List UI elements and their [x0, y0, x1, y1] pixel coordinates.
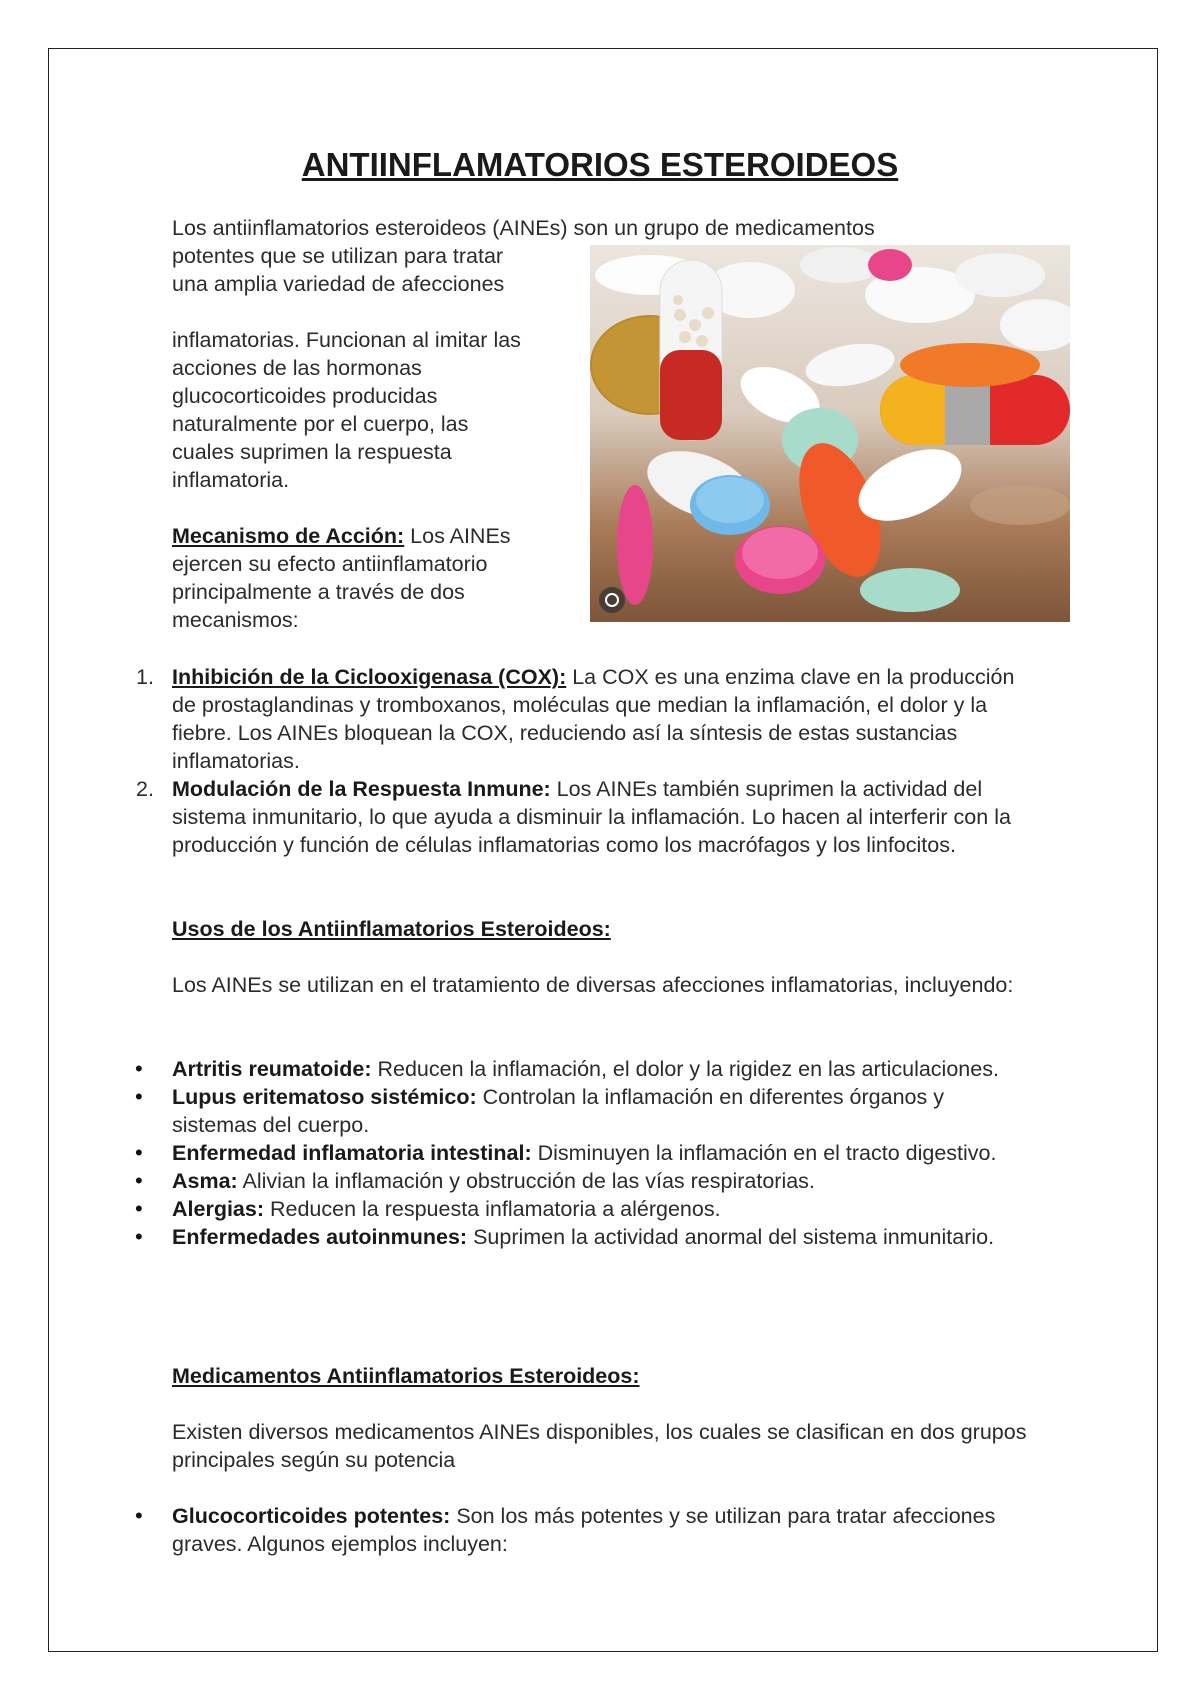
item-text: Los AINEs también suprimen la actividad del sistema inmunitario, lo que ayuda a disminuir la inflamación. Lo hacen al interferir con la producción y función de células inflamatorias como los macrófagos y los linfocitos. — [172, 777, 1011, 857]
item-desc: Alivian la inflamación y obstrucción de las vías respiratorias. — [237, 1169, 815, 1193]
item-term: Artritis reumatoide: — [172, 1057, 372, 1081]
meds-heading: Medicamentos Antiinflamatorios Esteroideos: — [172, 1364, 640, 1388]
item-desc: Suprimen la actividad anormal del sistema inmunitario. — [467, 1225, 995, 1249]
intro-line: Los antiinflamatorios esteroideos (AINEs) son un grupo de medicamentos — [172, 216, 875, 240]
mechanism-line: mecanismos: — [172, 608, 299, 632]
list-item — [132, 1139, 1032, 1167]
intro-line: potentes que se utilizan para tratar — [172, 244, 504, 268]
list-item — [132, 1083, 1032, 1139]
intro-line: inflamatorias. Funcionan al imitar las — [172, 328, 521, 352]
item-term: Lupus eritematoso sistémico: — [172, 1085, 477, 1109]
item-text: La COX es una enzima clave en la producción de prostaglandinas y tromboxanos, moléculas que median la inflamación, el dolor y la fiebre. Los AINEs bloquean la COX, reduciendo así la síntesis de estas sustancias inflamatorias. — [172, 665, 1015, 773]
intro-line: glucocorticoides producidas — [172, 384, 438, 408]
item-desc: Reducen la respuesta inflamatoria a alérgenos. — [264, 1197, 721, 1221]
item-term: Asma: — [172, 1169, 238, 1193]
uses-intro: Los AINEs se utilizan en el tratamiento de diversas afecciones inflamatorias, incluyendo: — [172, 973, 1014, 997]
list-item — [132, 775, 1032, 859]
mechanism-line: principalmente a través de dos — [172, 580, 465, 604]
list-item — [132, 1223, 1032, 1251]
intro-line: una amplia variedad de afecciones — [172, 272, 505, 296]
list-item — [132, 1167, 1032, 1195]
intro-line: naturalmente por el cuerpo, las — [172, 412, 469, 436]
list-number: 1. — [136, 665, 154, 689]
mechanism-line: ejercen su efecto antiinflamatorio — [172, 552, 488, 576]
uses-heading: Usos de los Antiinflamatorios Esteroideos: — [172, 917, 611, 941]
item-desc: Son los más potentes y se utilizan para tratar afecciones graves. Algunos ejemplos incluyen: — [172, 1504, 996, 1556]
pills-image — [590, 245, 1070, 622]
item-heading: Inhibición de la Ciclooxigenasa (COX): — [172, 665, 567, 689]
mechanisms-list — [132, 663, 1032, 859]
list-item — [132, 1195, 1032, 1223]
item-term: Enfermedades autoinmunes: — [172, 1225, 468, 1249]
item-desc: Reducen la inflamación, el dolor y la rigidez en las articulaciones. — [371, 1057, 999, 1081]
lens-icon — [599, 587, 625, 613]
list-item — [132, 1502, 1032, 1558]
pills-illustration — [590, 245, 1070, 622]
list-number: 2. — [136, 777, 154, 801]
item-term: Glucocorticoides potentes: — [172, 1504, 451, 1528]
meds-list — [132, 1502, 1032, 1558]
page-title: ANTIINFLAMATORIOS ESTEROIDEOS — [301, 146, 899, 183]
item-desc: Controlan la inflamación en diferentes órganos y sistemas del cuerpo. — [172, 1085, 944, 1137]
intro-line: cuales suprimen la respuesta — [172, 440, 452, 464]
intro-line: acciones de las hormonas — [172, 356, 422, 380]
meds-intro: Existen diversos medicamentos AINEs disponibles, los cuales se clasifican en dos grupos principales según su potencia — [172, 1420, 1027, 1472]
uses-list — [132, 1055, 1032, 1251]
item-term: Alergias: — [172, 1197, 265, 1221]
mechanism-heading-line — [172, 522, 572, 550]
item-heading: Modulación de la Respuesta Inmune: — [172, 777, 551, 801]
item-desc: Disminuyen la inflamación en el tracto digestivo. — [531, 1141, 997, 1165]
item-term: Enfermedad inflamatoria intestinal: — [172, 1141, 532, 1165]
mechanism-text: Los AINEs — [404, 524, 511, 548]
list-item — [132, 1055, 1032, 1083]
intro-line: inflamatoria. — [172, 468, 290, 492]
mechanism-heading: Mecanismo de Acción: — [172, 524, 405, 548]
list-item — [132, 663, 1032, 775]
